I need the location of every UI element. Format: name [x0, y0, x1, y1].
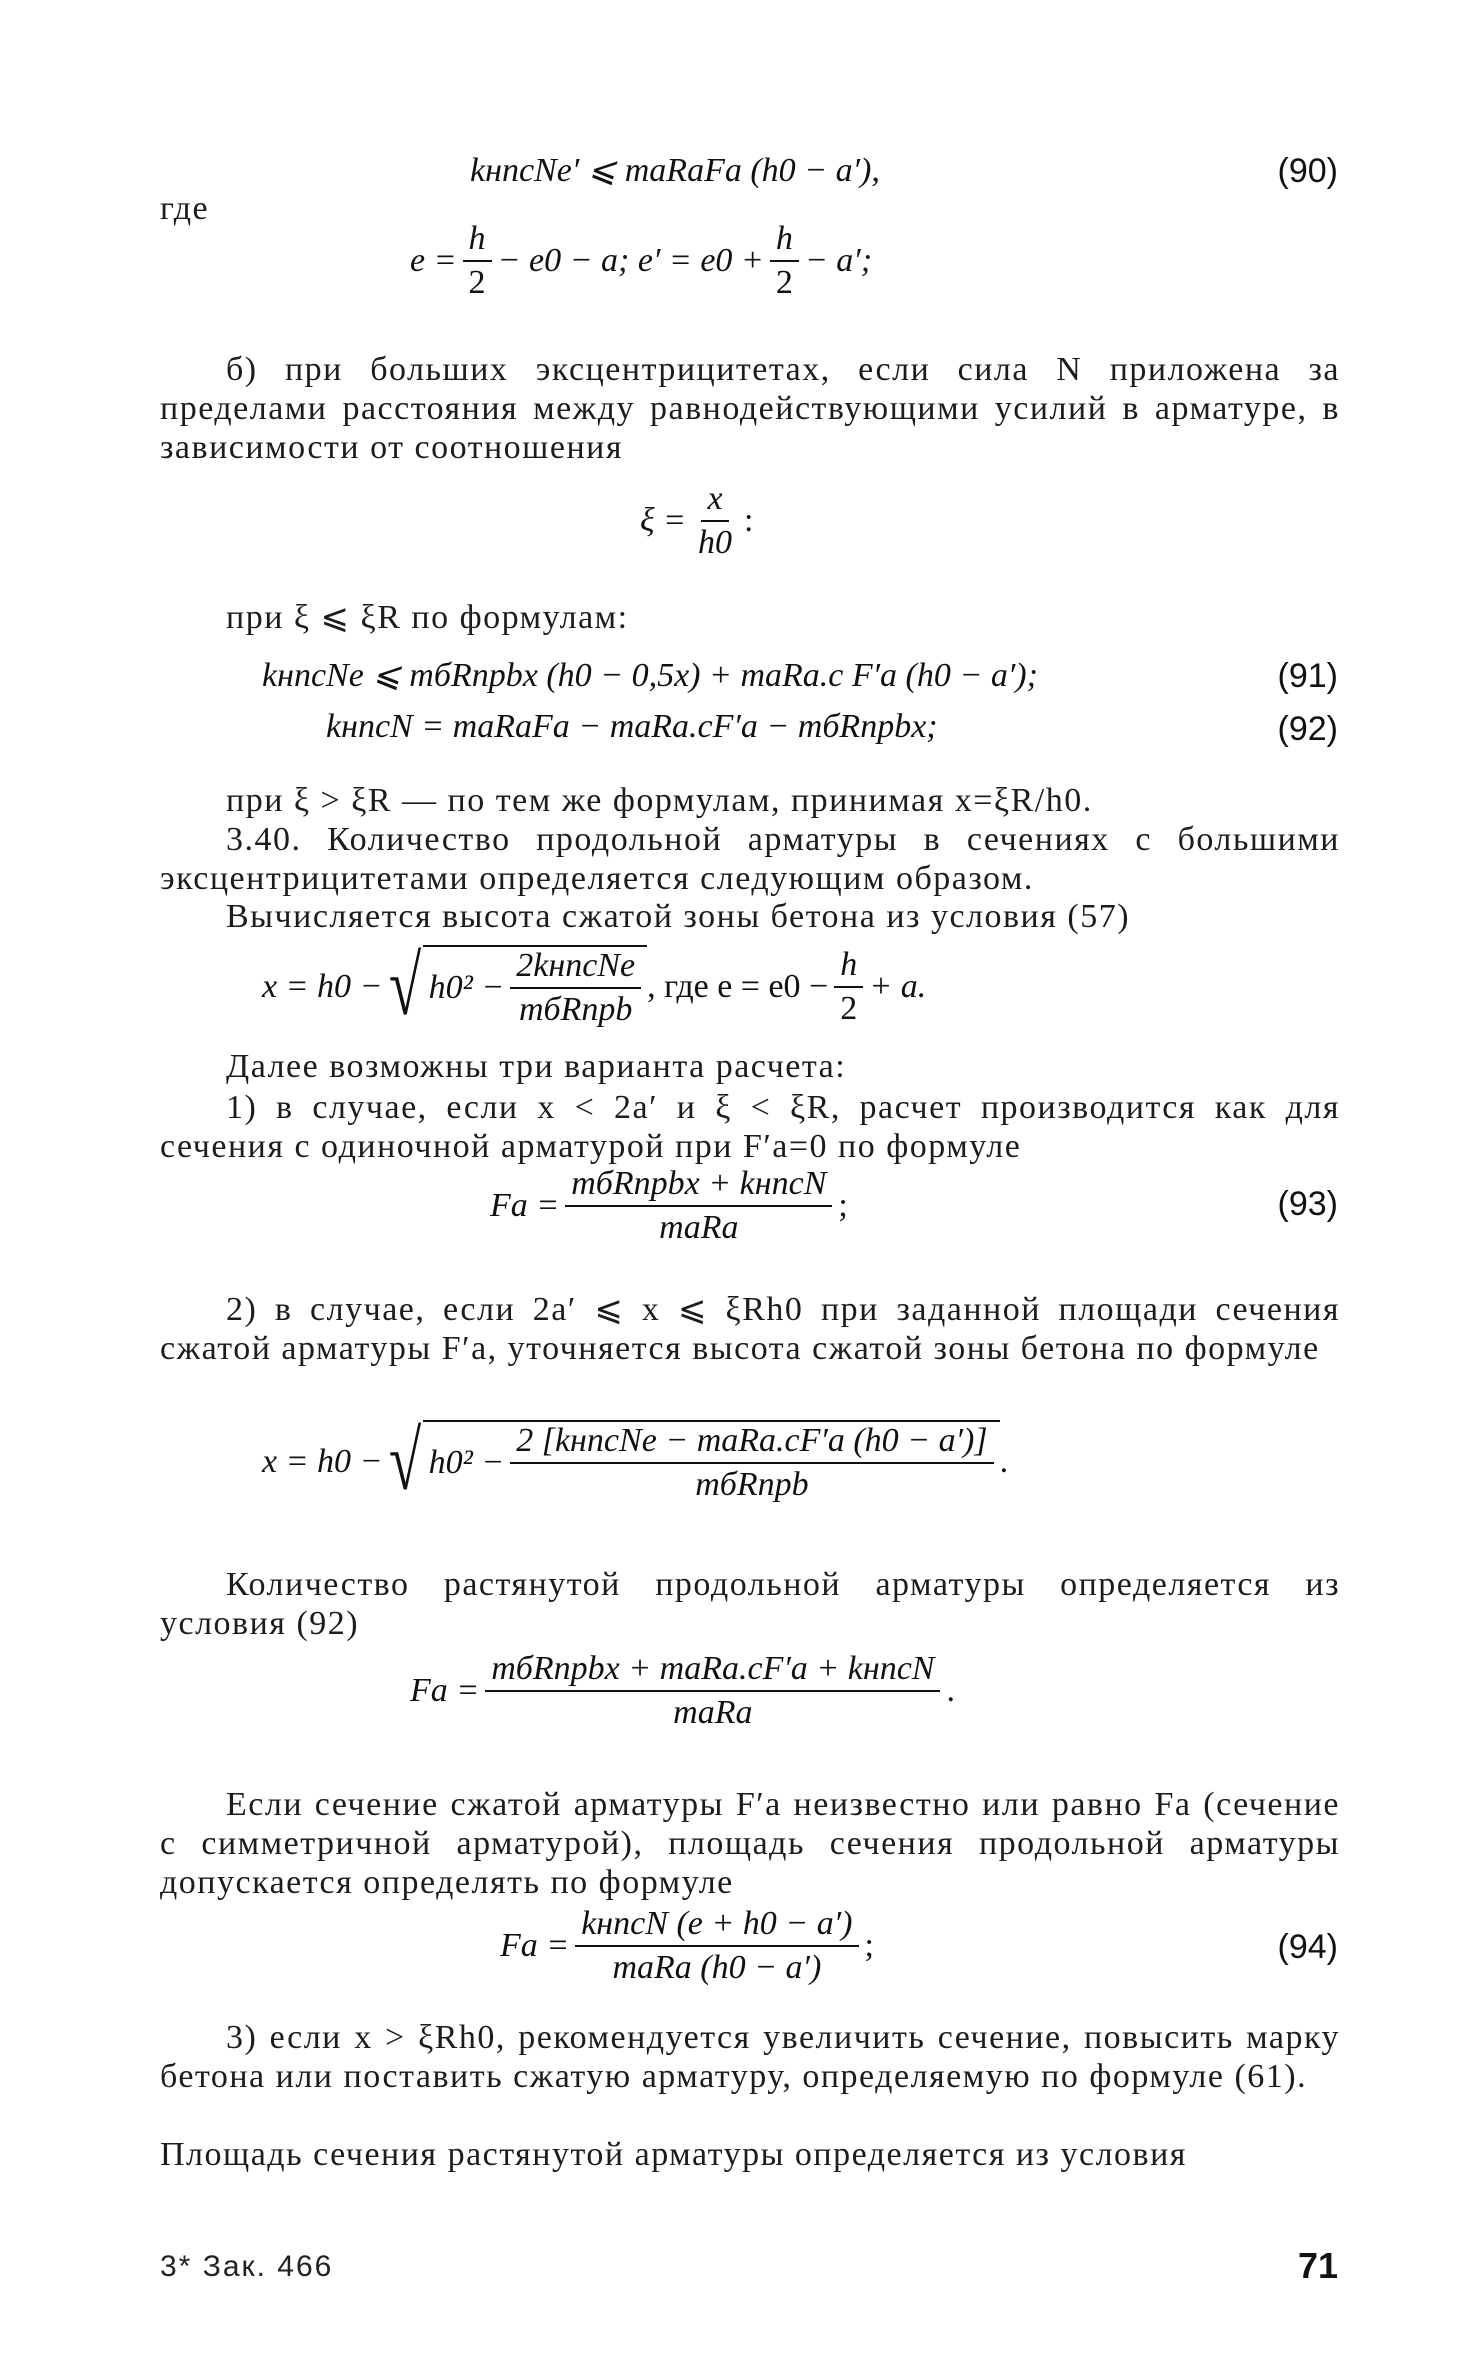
label-gde: где	[160, 190, 210, 227]
eq-number-94: (94)	[1277, 1928, 1338, 1966]
formula-e-definition: e = $\frac{h}{2}$ − e0 − a; e′ = e0 + $\frac{h}{2}$ − a′;	[410, 220, 873, 301]
paragraph-esli-sechenie: Если сечение сжатой арматуры F′a неизвестно или равно Fa (сечение с симметричной арматурой), площадь сечения продольной арматуры допускается определять по формуле	[160, 1786, 1340, 1901]
fraction-h-over-2-first: $\frac{h}{2}$	[463, 220, 492, 302]
formula-e-end: − a′;	[804, 242, 873, 279]
paragraph-case-3: 3) если x > ξRh0, рекомендуется увеличить сечение, повысить марку бетона или поставить сжатую арматуру, определяемую по формуле (61).	[160, 2019, 1340, 2095]
formula-e-middle: − e0 − a; e′ = e0 +	[497, 242, 764, 279]
footer-order-number: 3* Зак. 466	[160, 2250, 334, 2283]
page-number: 71	[1297, 2245, 1338, 2286]
formula-94: Fa = $\frac{\text{kнncN (e + h0 − a′)}}{\text{maRa (h0 − a′)}}$ ;	[500, 1905, 874, 1986]
line-pri-xi-le: при ξ ⩽ ξR по формулам:	[226, 599, 629, 636]
fraction-h-over-2-second: $\frac{h}{2}$	[770, 220, 799, 302]
paragraph-b: б) при больших эксцентрицитетах, если сила N приложена за пределами расстояния между равнодействующими усилий в арматуре, в зависимости от соотношения	[160, 351, 1340, 466]
eq-number-90: (90)	[1277, 152, 1338, 190]
eq-number-91: (91)	[1277, 657, 1338, 695]
line-vychislyaetsya: Вычисляется высота сжатой зоны бетона из условия (57)	[226, 898, 1131, 935]
fraction-94: $\frac{\text{kнncN (e + h0 − a′)}}{\text{maRa (h0 − a′)}}$	[575, 1905, 858, 1987]
fraction-93: $\frac{\text{mбRпрbx + kнncN}}{\text{maRa}}$	[565, 1165, 832, 1247]
fraction-x-over-h0: $\frac{x}{h0}$	[698, 480, 733, 561]
fraction-x-first: $\frac{\text{2kнncNe}}{\text{mбRпрb}}$	[510, 947, 641, 1029]
formula-fa-92: Fa = $\frac{\text{mбRпрbx + maRa.cF′a + kнncN}}{\text{maRa}}$ .	[410, 1650, 955, 1731]
formula-90	[470, 150, 880, 190]
formula-x-second: x = h0 − √ h0² − $\frac{\text{2 [kнncNe − maRa.cF′a (h0 − a′)]}}{\text{mбRпрb}}$ .	[262, 1415, 1009, 1508]
paragraph-case-2: 2) в случае, если 2a′ ⩽ x ⩽ ξRh0 при заданной площади сечения сжатой арматуры F′a, уточняется высота сжатой зоны бетона по формуле	[160, 1291, 1340, 1367]
eq-number-93: (93)	[1277, 1185, 1338, 1223]
formula-92	[326, 708, 938, 746]
formula-xi: ξ = $\frac{x}{h0}$ :	[640, 480, 754, 561]
paragraph-case-1: 1) в случае, если x < 2a′ и ξ < ξR, расчет производится как для сечения с одиночной арматурой при F′a=0 по формуле	[160, 1089, 1340, 1165]
paragraph-kolichestvo: Количество растянутой продольной арматуры определяется из условия (92)	[160, 1566, 1340, 1642]
paragraph-ploshchad: Площадь сечения растянутой арматуры определяется из условия	[160, 2136, 1187, 2173]
formula-x-first: x = h0 − √ h0² − $\frac{\text{2kнncNe}}{\text{mбRпрb}}$ , где e = e0 − $\frac{h}{2}$ + a.	[262, 940, 927, 1033]
formula-93: Fa = $\frac{\text{mбRпрbx + kнncN}}{\text{maRa}}$ ;	[490, 1165, 848, 1246]
radical-x-first: √ h0² − $\frac{\text{2kнncNe}}{\text{mбRпрb}}$	[382, 945, 647, 1029]
fraction-x-second: $\frac{\text{2 [kнncNe − maRa.cF′a (h0 − a′)]}}{\text{mбRпрb}}$	[510, 1422, 993, 1504]
paragraph-3-40: 3.40. Количество продольной арматуры в сечениях с большими эксцентрицитетами определяется следующим образом.	[160, 821, 1340, 897]
radical-x-second: √ h0² − $\frac{\text{2 [kнncNe − maRa.cF′a (h0 − a′)]}}{\text{mбRпрb}}$	[382, 1420, 999, 1504]
formula-91	[262, 655, 1038, 695]
formula-92-text: kнncN = maRaFa − maRa.cF′a − mбRпрbx;	[326, 708, 938, 745]
fraction-h-over-2-third: $\frac{h}{2}$	[834, 946, 863, 1028]
eq-number-92: (92)	[1277, 710, 1338, 748]
formula-91-text: kнncNe ⩽ mбRпрbx (h0 − 0,5x) + maRa.c F′a (h0 − a′);	[262, 657, 1038, 694]
line-pri-xi-gt: при ξ > ξR — по тем же формулам, принимая x=ξR/h0.	[226, 782, 1093, 819]
formula-90-text: kнncNe′ ⩽ maRaFa (h0 − a′),	[470, 152, 880, 189]
fraction-fa-92: $\frac{\text{mбRпрbx + maRa.cF′a + kнncN}}{\text{maRa}}$	[485, 1650, 940, 1732]
line-dalee: Далее возможны три варианта расчета:	[226, 1048, 847, 1085]
